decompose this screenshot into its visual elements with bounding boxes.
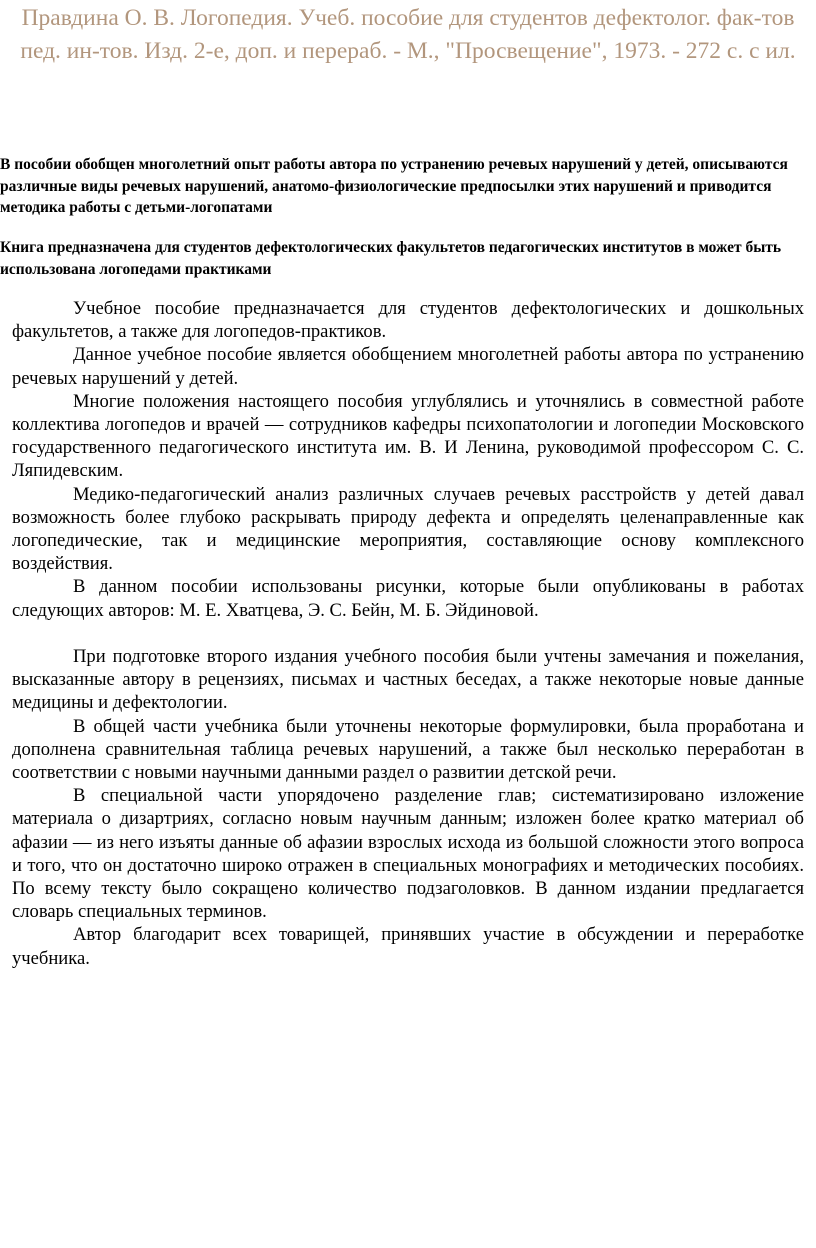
paragraph-spacer [12,622,804,645]
preface-paragraph: Учебное пособие предназначается для студентов дефектологических и дошкольных факультетов, а также для логопедов-практиков. [12,298,804,343]
preface-paragraph: В данном пособии использованы рисунки, которые были опубликованы в работах следующих авторов: М. Е. Хватцева, Э. С. Бейн, М. Б. Эйдиновой. [12,576,804,621]
preface-body [12,297,804,970]
second-edition-paragraph: В общей части учебника были уточнены некоторые формулировки, была проработана и дополнена сравнительная таблица речевых нарушений, а также был несколько переработан в соответствии с новыми научными данными раздел о развитии детской речи. [12,715,804,784]
abstract-audience: Книга предназначена для студентов дефектологических факультетов педагогических институтов в может быть использована логопедами практиками [0,239,782,278]
acknowledgement-paragraph: Автор благодарит всех товарищей, принявших участие в обсуждении и переработке учебника. [12,924,804,969]
preface-paragraph: Медико-педагогический анализ различных случаев речевых расстройств у детей давал возможность более глубоко раскрывать природу дефекта и определять целенаправленные как логопедические, так и медицинские мероприятия, составляющие основу комплексного воздействия. [12,483,804,575]
second-edition-paragraph: При подготовке второго издания учебного пособия были учтены замечания и пожелания, высказанные автору в рецензиях, письмах и частных беседах, а также некоторые новые данные медицины и дефектологии. [12,646,804,714]
preface-paragraph: Многие положения настоящего пособия углублялись и уточнялись в совместной работе коллектива логопедов и врачей — сотрудников кафедры психопатологии и логопедии Московского государственного педагогического института им. В. И Ленина, руководимой профессором С. С. Ляпидевским. [12,390,804,482]
document-title: Правдина О. В. Логопедия. Учеб. пособие для студентов дефектолог. фак-тов пед. ин-тов. Изд. 2-е, доп. и перераб. - М., "Просвещение", 1973. - 272 с. с ил. [20,5,796,64]
second-edition-paragraph: В специальной части упорядочено разделение глав; систематизировано изложение материала о дизартриях, согласно новым научным данным; изложен более кратко материал об афазии — из него изъяты данные об афазии взрослых исхода из большой сложности этого вопроса и того, что он достаточно широко отражен в специальных монографиях и методических пособиях. По всему тексту было сокращено количество подзаголовков. В данном издании предлагается словарь специальных терминов. [12,785,804,923]
preface-paragraph: Данное учебное пособие является обобщением многолетней работы автора по устранению речевых нарушений у детей. [12,344,804,389]
abstract-summary: В пособии обобщен многолетний опыт работы автора по устранению речевых нарушений у детей, описываются различные виды речевых нарушений, анатомо-физиологические предпосылки этих нарушений и приводится методика работы с детьми-логопатами [0,156,788,216]
